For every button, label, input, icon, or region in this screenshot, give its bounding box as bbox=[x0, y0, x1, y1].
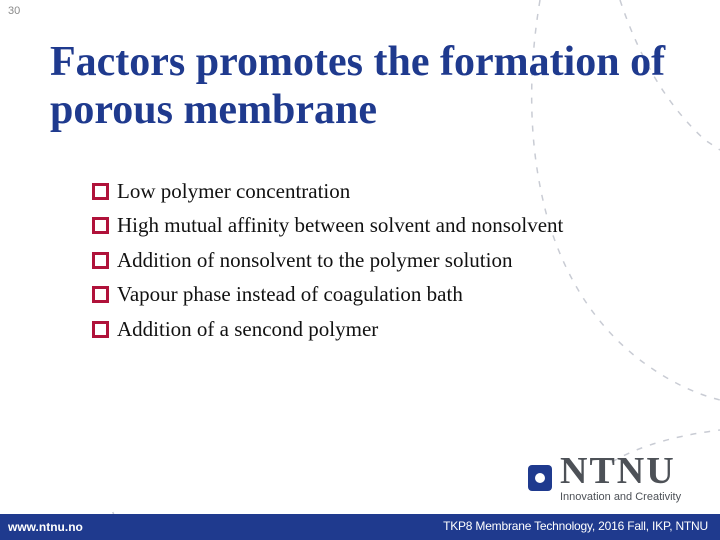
bullet-text: Addition of nonsolvent to the polymer solution bbox=[117, 247, 513, 272]
bullet-text: High mutual affinity between solvent and nonsolvent bbox=[117, 213, 564, 238]
bullet-text: Addition of a sencond polymer bbox=[117, 316, 379, 341]
square-bullet-icon bbox=[92, 183, 109, 200]
logo-tagline: Innovation and Creativity bbox=[560, 491, 682, 503]
logo-name: NTNU bbox=[560, 450, 676, 492]
slide-title: Factors promotes the formation of porous membrane bbox=[50, 39, 666, 133]
bullet-item bbox=[92, 243, 563, 278]
bullet-item bbox=[92, 174, 563, 209]
ntnu-logo bbox=[528, 452, 681, 503]
bullet-text: Low polymer concentration bbox=[117, 178, 351, 203]
square-bullet-icon bbox=[92, 286, 109, 303]
footer-bar bbox=[0, 514, 720, 540]
logo-text bbox=[560, 452, 681, 503]
bullet-item bbox=[92, 209, 563, 244]
bullet-list bbox=[92, 174, 563, 347]
bullet-item bbox=[92, 278, 563, 313]
bullet-text: Vapour phase instead of coagulation bath bbox=[117, 282, 463, 307]
bullet-item bbox=[92, 312, 563, 347]
footer-course-info: TKP8 Membrane Technology, 2016 Fall, IKP, NTNU bbox=[443, 519, 708, 533]
square-bullet-icon bbox=[92, 252, 109, 269]
footer-url: www.ntnu.no bbox=[8, 520, 83, 534]
slide-number: 30 bbox=[8, 5, 21, 17]
square-bullet-icon bbox=[92, 217, 109, 234]
square-bullet-icon bbox=[92, 321, 109, 338]
ntnu-logo-mark-icon bbox=[528, 465, 552, 491]
